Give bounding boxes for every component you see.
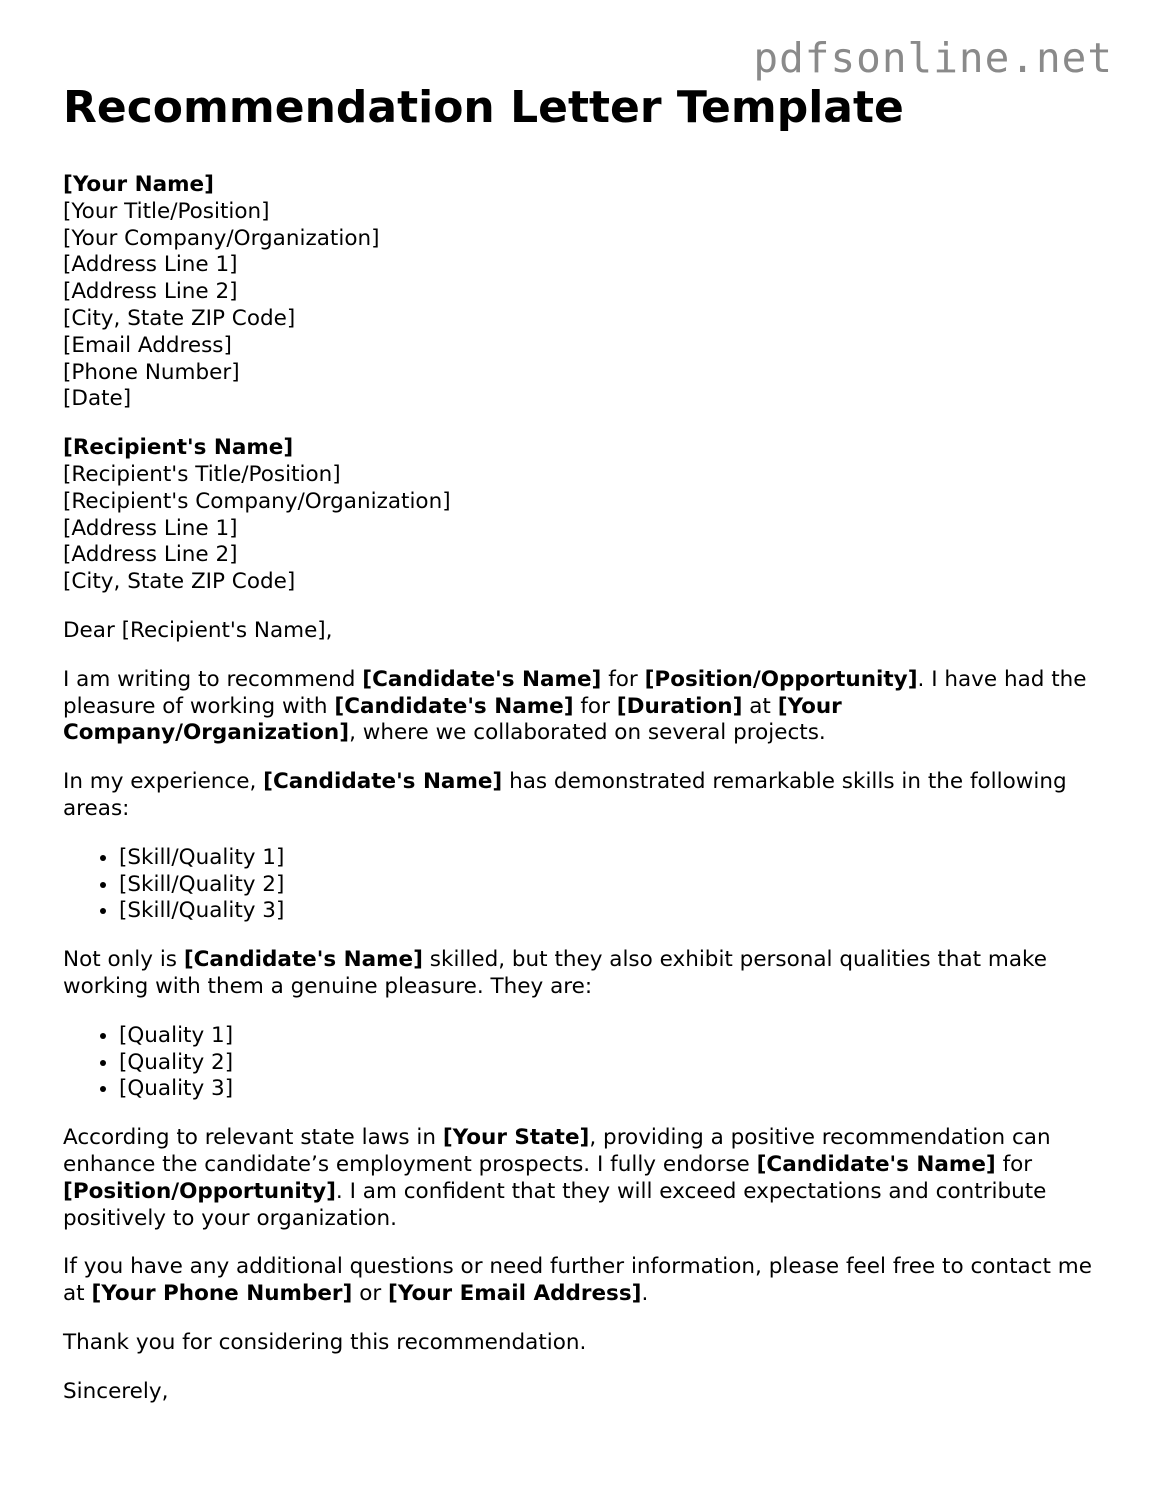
- recipient-title: [Recipient's Title/Position]: [63, 461, 341, 487]
- sender-email: [Email Address]: [63, 332, 232, 358]
- position-placeholder: [Position/Opportunity]: [644, 666, 918, 692]
- paragraph-contact: [63, 1254, 1093, 1308]
- list-item: • [Quality 3]: [119, 1076, 1093, 1103]
- list-item: • [Skill/Quality 1]: [119, 845, 1093, 872]
- text-run: , providing a positive recommendation can enhance the candidate’s employment prospects. I fully endorse: [63, 1125, 1051, 1177]
- text-run: , where we collaborated on several projects.: [349, 720, 826, 746]
- list-item: • [Skill/Quality 3]: [119, 898, 1093, 925]
- paragraph-introduction: [63, 667, 1093, 747]
- recipient-city-state-zip: [City, State ZIP Code]: [63, 569, 296, 595]
- duration-placeholder: [Duration]: [616, 693, 743, 719]
- text-run: for: [601, 666, 645, 692]
- candidate-name-placeholder: [Candidate's Name]: [263, 769, 503, 795]
- sender-title: [Your Title/Position]: [63, 198, 270, 224]
- text-run: skilled, but they also exhibit personal qualities that make working with them a genuine pleasure. They are:: [63, 947, 1047, 999]
- recipient-address-line-2: [Address Line 2]: [63, 542, 238, 568]
- recipient-address-block: [63, 435, 1093, 596]
- paragraph-thanks: Thank you for considering this recommendation.: [63, 1329, 587, 1355]
- paragraph-skills-intro: [63, 769, 1093, 823]
- qualities-list: [63, 1023, 1093, 1103]
- sender-address-block: [63, 172, 1093, 413]
- letter-document: [63, 82, 1093, 1427]
- candidate-name-placeholder: [Candidate's Name]: [756, 1151, 996, 1177]
- email-placeholder: [Your Email Address]: [388, 1281, 642, 1307]
- list-item: • [Quality 1]: [119, 1023, 1093, 1050]
- text-run: .: [641, 1281, 649, 1307]
- state-placeholder: [Your State]: [442, 1125, 590, 1151]
- text-run: Not only is: [63, 947, 184, 973]
- recipient-company: [Recipient's Company/Organization]: [63, 488, 451, 514]
- position-placeholder: [Position/Opportunity]: [63, 1178, 336, 1204]
- phone-placeholder: [Your Phone Number]: [91, 1281, 353, 1307]
- text-run: If you have any additional questions or need further information, please feel free to contact me at: [63, 1254, 1092, 1307]
- skills-list: [63, 845, 1093, 925]
- text-run: According to relevant state laws in: [63, 1125, 443, 1151]
- sender-name: [Your Name]: [63, 172, 214, 197]
- text-run: for: [573, 693, 617, 719]
- letter-date: [Date]: [63, 386, 132, 412]
- sender-address-line-2: [Address Line 2]: [63, 279, 238, 305]
- recipient-address-line-1: [Address Line 1]: [63, 515, 238, 541]
- paragraph-qualities-intro: [63, 947, 1093, 1001]
- list-item: • [Skill/Quality 2]: [119, 872, 1093, 899]
- text-run: . I am confident that they will exceed expectations and contribute positively to your organization.: [63, 1178, 1047, 1231]
- candidate-name-placeholder: [Candidate's Name]: [334, 693, 574, 719]
- text-run: . I have had the pleasure of working with: [63, 666, 1087, 719]
- watermark-text: pdfsonline.net: [753, 34, 1113, 82]
- candidate-name-placeholder: [Candidate's Name]: [362, 666, 602, 692]
- text-run: at: [742, 693, 778, 719]
- salutation: Dear [Recipient's Name],: [63, 617, 333, 643]
- text-run: I am writing to recommend: [63, 666, 363, 692]
- sender-city-state-zip: [City, State ZIP Code]: [63, 305, 296, 331]
- sender-phone: [Phone Number]: [63, 359, 240, 385]
- candidate-name-placeholder: [Candidate's Name]: [183, 947, 423, 973]
- recipient-name: [Recipient's Name]: [63, 435, 294, 461]
- closing: Sincerely,: [63, 1378, 169, 1404]
- text-run: has demonstrated remarkable skills in the following areas:: [63, 769, 1067, 821]
- company-placeholder: [Your Company/Organization]: [63, 693, 842, 746]
- text-run: for: [995, 1151, 1033, 1177]
- paragraph-endorsement: [63, 1125, 1093, 1232]
- text-run: or: [352, 1281, 389, 1307]
- sender-address-line-1: [Address Line 1]: [63, 252, 238, 278]
- list-item: • [Quality 2]: [119, 1050, 1093, 1077]
- page-title: Recommendation Letter Template: [63, 82, 904, 133]
- sender-company: [Your Company/Organization]: [63, 225, 380, 251]
- text-run: In my experience,: [63, 769, 264, 795]
